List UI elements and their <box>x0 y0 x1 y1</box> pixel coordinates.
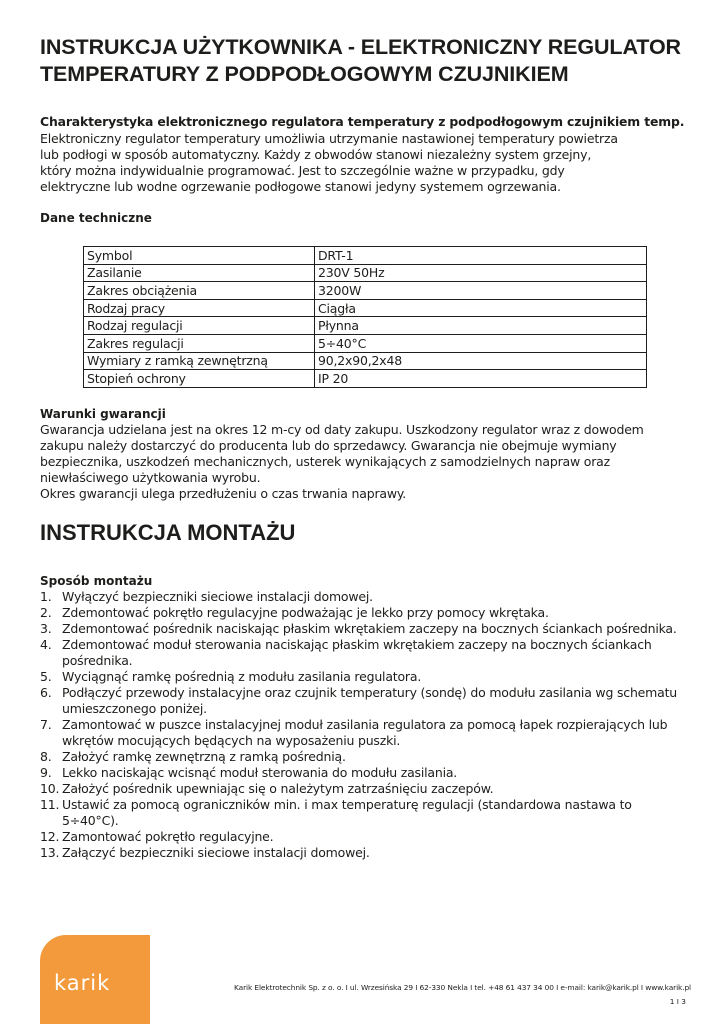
document-title-line-1: INSTRUKCJA UŻYTKOWNIKA - ELEKTRONICZNY REGULATOR <box>40 35 681 59</box>
table-row <box>84 247 647 265</box>
table-cell-label: Zakres regulacji <box>84 334 315 352</box>
step-number: 9. <box>40 765 52 780</box>
step-text: Założyć pośrednik upewniając się o należytym zatrzaśnięciu zaczepów. <box>62 781 494 796</box>
document-title <box>40 34 690 88</box>
page-number: 1 I 3 <box>669 997 686 1006</box>
list-item <box>40 605 690 621</box>
list-item <box>40 589 690 605</box>
table-cell-label: Rodzaj pracy <box>84 299 315 317</box>
mounting-heading: Sposób montażu <box>40 574 153 588</box>
list-item <box>40 669 690 685</box>
warranty-paragraph <box>40 422 690 502</box>
step-number: 12. <box>40 829 60 844</box>
characteristics-heading: Charakterystyka elektronicznego regulatora temperatury z podpodłogowym czujnikiem temp. <box>40 114 685 129</box>
table-cell-value: Płynna <box>315 317 647 335</box>
table-cell-label: Symbol <box>84 247 315 265</box>
step-text: Zdemontować pokrętło regulacyjne podważając je lekko przy pomocy wkrętaka. <box>62 605 549 620</box>
table-cell-label: Rodzaj regulacji <box>84 317 315 335</box>
mounting-title: INSTRUKCJA MONTAŻU <box>40 520 296 545</box>
step-text: Podłączyć przewody instalacyjne oraz czujnik temperatury (sondę) do modułu zasilania wg schematu umieszczonego poniżej. <box>62 685 678 716</box>
list-item <box>40 781 690 797</box>
table-cell-label: Zasilanie <box>84 264 315 282</box>
list-item <box>40 765 690 781</box>
step-number: 8. <box>40 749 52 764</box>
table-cell-value: 5÷40°C <box>315 334 647 352</box>
karik-logo <box>40 935 150 1024</box>
step-text: Ustawić za pomocą ograniczników min. i max temperaturę regulacji (standardowa nastawa to 5÷40°C). <box>62 797 632 828</box>
footer-address: Karik Elektrotechnik Sp. z o. o. I ul. Wrzesińska 29 I 62-330 Nekla I tel. +48 61 437 34 00 I e-mail: karik@karik.pl I www.karik.pl <box>234 983 691 992</box>
table-cell-label: Wymiary z ramką zewnętrzną <box>84 352 315 370</box>
table-row <box>84 264 647 282</box>
paragraph-line: Okres gwarancji ulega przedłużeniu o czas trwania naprawy. <box>40 486 407 501</box>
paragraph-line: Gwarancja udzielana jest na okres 12 m-cy od daty zakupu. Uszkodzony regulator wraz z dowodem <box>40 422 644 437</box>
table-cell-value: 3200W <box>315 282 647 300</box>
warranty-heading: Warunki gwarancji <box>40 407 166 421</box>
step-text: Wyłączyć bezpieczniki sieciowe instalacji domowej. <box>62 589 373 604</box>
table-cell-value: 90,2x90,2x48 <box>315 352 647 370</box>
document-title-line-2: TEMPERATURY Z PODPODŁOGOWYM CZUJNIKIEM <box>40 62 569 86</box>
step-text: Zdemontować pośrednik naciskając płaskim wkrętakiem zaczepy na bocznych ściankach pośrednika. <box>62 621 677 636</box>
paragraph-line: niewłaściwego użytkowania wyrobu. <box>40 470 261 485</box>
paragraph-line: który można indywidualnie programować. Jest to szczególnie ważne w przypadku, gdy <box>40 163 565 178</box>
step-text: Zdemontować moduł sterowania naciskając płaskim wkrętakiem zaczepy na bocznych ściankach pośrednika. <box>62 637 652 668</box>
table-row <box>84 282 647 300</box>
step-text: Zamontować w puszce instalacyjnej moduł zasilania regulatora za pomocą łapek rozpierających lub wkrętów mocujących będących na wyposażeniu puszki. <box>62 717 668 748</box>
characteristics-section <box>40 114 690 195</box>
step-text: Załączyć bezpieczniki sieciowe instalacji domowej. <box>62 845 370 860</box>
table-cell-value: IP 20 <box>315 370 647 388</box>
step-number: 5. <box>40 669 52 684</box>
step-number: 10. <box>40 781 60 796</box>
list-item <box>40 749 690 765</box>
characteristics-paragraph <box>40 131 690 195</box>
paragraph-line: lub podłogi w sposób automatyczny. Każdy z obwodów stanowi niezależny system grzejny, <box>40 147 592 162</box>
table-row <box>84 317 647 335</box>
list-item <box>40 797 690 829</box>
step-text: Zamontować pokrętło regulacyjne. <box>62 829 274 844</box>
tech-data-heading: Dane techniczne <box>40 211 152 225</box>
table-cell-value: 230V 50Hz <box>315 264 647 282</box>
mounting-section <box>40 574 690 861</box>
step-number: 6. <box>40 685 52 700</box>
table-row <box>84 352 647 370</box>
step-number: 11. <box>40 797 60 812</box>
step-number: 2. <box>40 605 52 620</box>
step-text: Założyć ramkę zewnętrzną z ramką pośrednią. <box>62 749 346 764</box>
list-item <box>40 845 690 861</box>
step-number: 13. <box>40 845 60 860</box>
tech-data-table <box>83 246 647 388</box>
paragraph-line: bezpiecznika, uszkodzeń mechanicznych, usterek wynikających z samodzielnych napraw oraz <box>40 454 611 469</box>
list-item <box>40 637 690 669</box>
paragraph-line: elektryczne lub wodne ogrzewanie podłogowe stanowi jedyny systemem ogrzewania. <box>40 179 561 194</box>
step-number: 7. <box>40 717 52 732</box>
step-number: 3. <box>40 621 52 636</box>
step-text: Wyciągnąć ramkę pośrednią z modułu zasilania regulatora. <box>62 669 422 684</box>
step-text: Lekko naciskając wcisnąć moduł sterowania do modułu zasilania. <box>62 765 458 780</box>
table-cell-label: Stopień ochrony <box>84 370 315 388</box>
table-row <box>84 334 647 352</box>
list-item <box>40 829 690 845</box>
table-row <box>84 370 647 388</box>
list-item <box>40 717 690 749</box>
list-item <box>40 621 690 637</box>
logo-wordmark: karik <box>54 971 111 995</box>
table-cell-value: DRT-1 <box>315 247 647 265</box>
paragraph-line: Elektroniczny regulator temperatury umożliwia utrzymanie nastawionej temperatury powietrza <box>40 131 618 146</box>
table-cell-label: Zakres obciążenia <box>84 282 315 300</box>
paragraph-line: zakupu należy dostarczyć do producenta lub do sprzedawcy. Gwarancja nie obejmuje wymiany <box>40 438 617 453</box>
table-cell-value: Ciągła <box>315 299 647 317</box>
step-number: 1. <box>40 589 52 604</box>
table-row <box>84 299 647 317</box>
mounting-steps-list <box>40 589 690 861</box>
list-item <box>40 685 690 717</box>
warranty-section <box>40 407 690 502</box>
tech-data-heading-wrap <box>40 211 690 226</box>
step-number: 4. <box>40 637 52 652</box>
